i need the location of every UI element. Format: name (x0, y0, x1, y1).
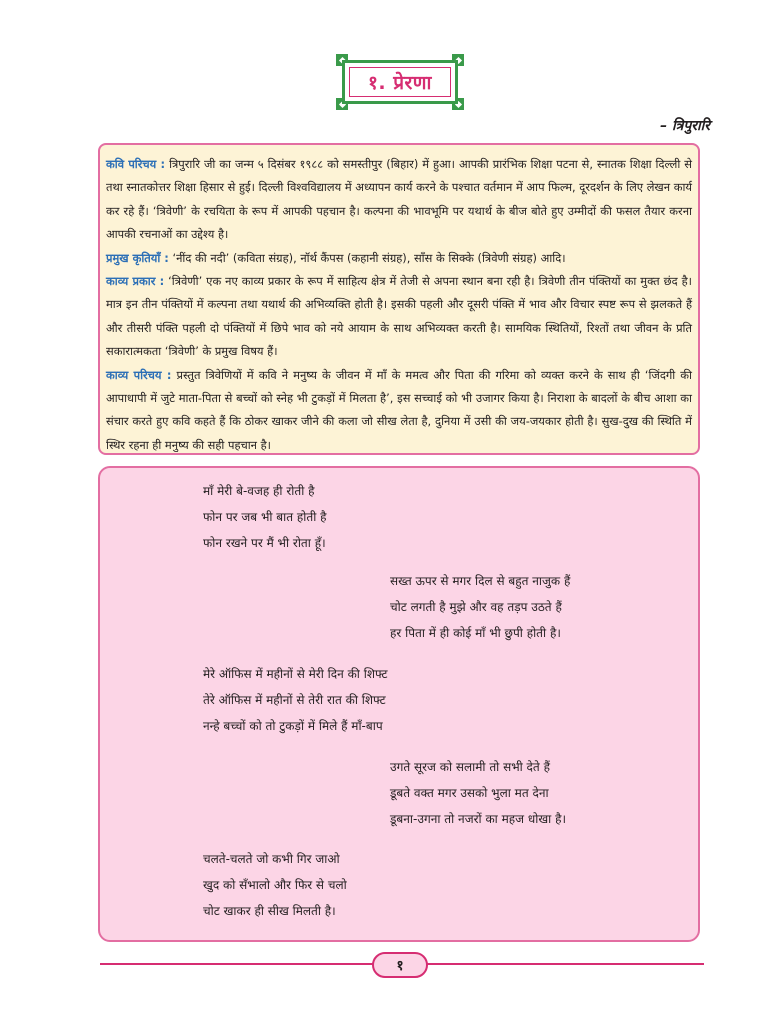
form-label: काव्य प्रकार : (106, 274, 165, 289)
chapter-title-frame (336, 54, 464, 110)
poem-intro-label: काव्य परिचय : (106, 367, 172, 382)
poem-intro-text: प्रस्तुत त्रिवेणियों में कवि ने मनुष्य के जीवन में माँ के ममत्व और पिता की गरिमा को व्यक्त करने के साथ ही ‘जिंदगी की आपाधापी में जुटे माता-पिता से बच्चों को स्नेह भी टुकड़ों में मिलता है’, इस सच्चाई को भी उजागर किया है। निराशा के बादलों के बीच आशा का संचार करते हुए कवि कहते हैं कि ठोकर खाकर जीने की कला जो सीख लेता है, दुनिया में उसी की जय-जयकार होती है। सुख-दुख की स्थिति में स्थिर रहना ही मनुष्य की सही पहचान है। (106, 367, 693, 452)
stanza-3 (203, 661, 388, 739)
works-label: प्रमुख कृतियाँ : (106, 250, 169, 265)
poet-intro-paragraph (106, 153, 692, 247)
poem-line: फोन रखने पर मैं भी रोता हूँ। (203, 536, 326, 550)
title-border-inner (349, 67, 451, 97)
poet-intro-label: कवि परिचय : (106, 157, 166, 171)
poem-line: चोट खाकर ही सीख मिलती है। (203, 904, 336, 918)
poem-line: उगते सूरज को सलामी तो सभी देते हैं (390, 760, 550, 774)
poem-intro-paragraph (106, 364, 692, 458)
author-name: – त्रिपुरारि (660, 118, 710, 134)
form-paragraph (106, 270, 692, 364)
poem-line: हर पिता में ही कोई माँ भी छुपी होती है। (390, 626, 561, 640)
poem-line: मेरे ऑफिस में महीनों से मेरी दिन की शिफ्ट (203, 667, 388, 681)
works-paragraph (106, 247, 692, 270)
intro-box (98, 143, 700, 455)
stanza-2 (390, 568, 570, 646)
poem-box (98, 466, 700, 942)
poem-line: सख्त ऊपर से मगर दिल से बहुत नाजुक हैं (390, 574, 571, 588)
stanza-4 (390, 754, 566, 832)
form-text: ‘त्रिवेणी’ एक नए काव्य प्रकार के रूप में साहित्य क्षेत्र में तेजी से अपना स्थान बना रही है। त्रिवेणी तीन पंक्तियों का मुक्त छंद है। मात्र इन तीन पंक्तियों में कल्पना तथा यथार्थ की अभिव्यक्ति होती है। इसकी पहली और दूसरी पंक्ति में भाव और विचार स्पष्ट रूप से झलकते हैं और तीसरी पंक्ति पहली दो पंक्तियों में छिपे भाव को नये आयाम के साथ अभिव्यक्त करती है। सामयिक स्थितियों, रिश्तों तथा जीवन के प्रति सकारात्मकता ‘त्रिवेणी’ के प्रमुख विषय हैं। (106, 274, 692, 359)
poem-line: खुद को सँभालो और फिर से चलो (203, 878, 347, 892)
title-border-outer (342, 60, 458, 104)
poem-line: डूबना-उगना तो नजरों का महज धोखा है। (390, 812, 566, 826)
chapter-title: १. प्रेरणा (368, 72, 432, 94)
works-text: ‘नींद की नदी’ (कविता संग्रह), नॉर्थ कैंपस (कहानी संग्रह), साँस के सिक्के (त्रिवेणी संग्रह) आदि। (168, 250, 566, 265)
poem-line: तेरे ऑफिस में महीनों से तेरी रात की शिफ्ट (203, 693, 386, 707)
poem-line: माँ मेरी बे-वजह ही रोती है (203, 484, 315, 498)
poet-intro-text: त्रिपुरारि जी का जन्म ५ दिसंबर १९८८ को समस्तीपुर (बिहार) में हुआ। आपकी प्रारंभिक शिक्षा पटना से, स्नातक शिक्षा दिल्ली से तथा स्नातकोत्तर शिक्षा हिसार से हुई। दिल्ली विश्वविद्यालय में अध्यापन कार्य करने के पश्चात वर्तमान में आप फिल्म, दूरदर्शन के लिए लेखन कार्य कर रहे हैं। ‘त्रिवेणी’ के रचयिता के रूप में आपकी पहचान है। कल्पना की भावभूमि पर यथार्थ के बीज बोते हुए उम्मीदों की फसल तैयार करना आपकी रचनाओं का उद्देश्य है। (106, 157, 692, 242)
poem-line: डूबते वक्त मगर उसको भुला मत देना (390, 786, 549, 800)
stanza-1 (203, 478, 327, 556)
poem-line: नन्हे बच्चों को तो टुकड़ों में मिले हैं माँ-बाप (203, 719, 383, 733)
page-number: १ (372, 952, 428, 978)
poem-line: फोन पर जब भी बात होती है (203, 510, 327, 524)
poem-line: चलते-चलते जो कभी गिर जाओ (203, 852, 340, 866)
poem-line: चोट लगती है मुझे और वह तड़प उठते हैं (390, 600, 562, 614)
stanza-5 (203, 846, 347, 924)
